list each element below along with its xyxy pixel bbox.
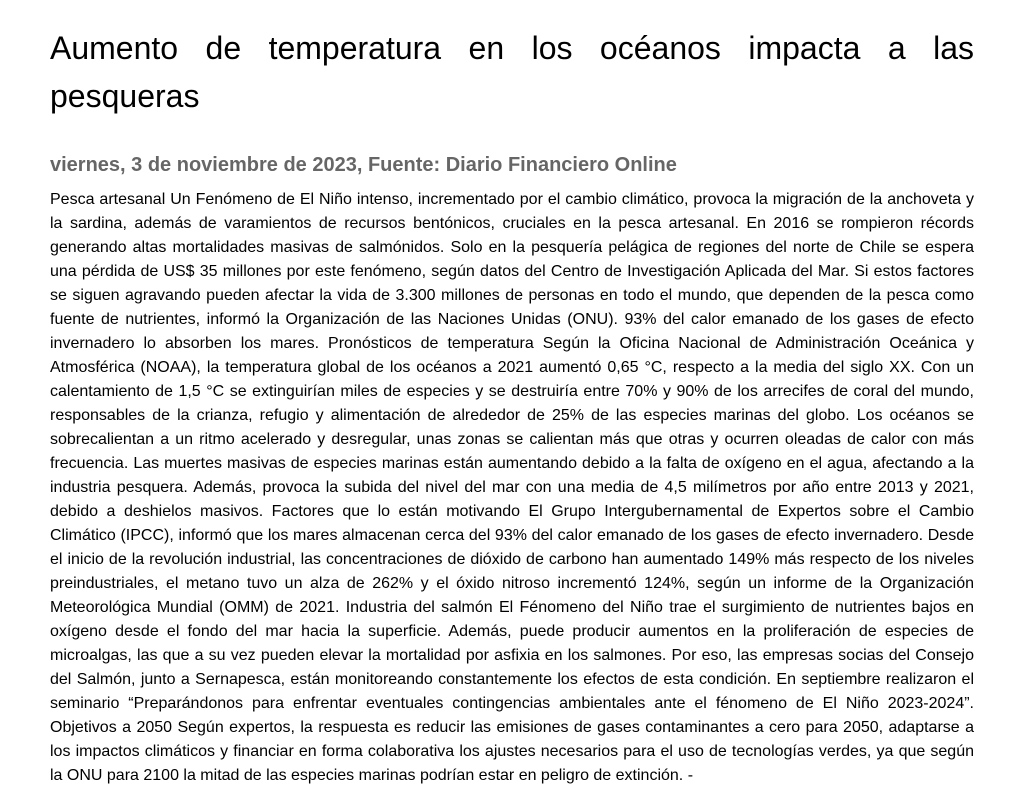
article-body: Pesca artesanal Un Fenómeno de El Niño intenso, incrementado por el cambio climático, provoca la migración de la anchoveta y la sardina, además de varamientos de recursos bentónicos, cruciales en la pesca artesanal. En 2016 se rompieron récords generando altas mortalidades masivas de salmónidos. Solo en la pesquería pelágica de regiones del norte de Chile se espera una pérdida de US$ 35 millones por este fenómeno, según datos del Centro de Investigación Aplicada del Mar. Si estos factores se siguen agravando pueden afectar la vida de 3.300 millones de personas en todo el mundo, que dependen de la pesca como fuente de nutrientes, informó la Organización de las Naciones Unidas (ONU). 93% del calor emanado de los gases de efecto invernadero lo absorben los mares. Pronósticos de temperatura Según la Oficina Nacional de Administración Oceánica y Atmosférica (NOAA), la temperatura global de los océanos a 2021 aumentó 0,65 °C, respecto a la media del siglo XX. Con un calentamiento de 1,5 °C se extinguirían miles de especies y se destruiría entre 70% y 90% de los arrecifes de coral del mundo, responsables de la crianza, refugio y alimentación de alrededor de 25% de las especies marinas del globo. Los océanos se sobrecalientan a un ritmo acelerado y desregular, unas zonas se calientan más que otras y ocurren oleadas de calor con más frecuencia. Las muertes masivas de especies marinas están aumentando debido a la falta de oxígeno en el agua, afectando a la industria pesquera. Además, provoca la subida del nivel del mar con una media de 4,5 milímetros por año entre 2013 y 2021, debido a deshielos masivos. Factores que lo están motivando El Grupo Intergubernamental de Expertos sobre el Cambio Climático (IPCC), informó que los mares almacenan cerca del 93% del calor emanado de los gases de efecto invernadero. Desde el inicio de la revolución industrial, las concentraciones de dióxido de carbono han aumentado 149% más respecto de los niveles preindustriales, el metano tuvo un alza de 262% y el óxido nitroso incrementó 124%, según un informe de la Organización Meteorológica Mundial (OMM) de 2021. Industria del salmón El Fénomeno del Niño trae el surgimiento de nutrientes bajos en oxígeno desde el fondo del mar hacia la superficie. Además, puede producir aumentos en la proliferación de especies de microalgas, las que a su vez pueden elevar la mortalidad por asfixia en los salmones. Por eso, las empresas socias del Consejo del Salmón, junto a Sernapesca, están monitoreando constantemente los efectos de esta condición. En septiembre realizaron el seminario “Preparándonos para enfrentar eventuales contingencias ambientales ante el fénomeno de El Niño 2023-2024”. Objetivos a 2050 Según expertos, la respuesta es reducir las emisiones de gases contaminantes a cero para 2050, adaptarse a los impactos climáticos y financiar en forma colaborativa los ajustes necesarios para el uso de tecnologías verdes, ya que según la ONU para 2100 la mitad de las especies marinas podrían estar en peligro de extinción. -	[50, 191, 974, 784]
article-dateline: viernes, 3 de noviembre de 2023, Fuente: Diario Financiero Online	[50, 154, 677, 176]
article-title: Aumento de temperatura en los océanos impacta a las pesqueras	[50, 30, 974, 114]
article	[50, 24, 974, 788]
